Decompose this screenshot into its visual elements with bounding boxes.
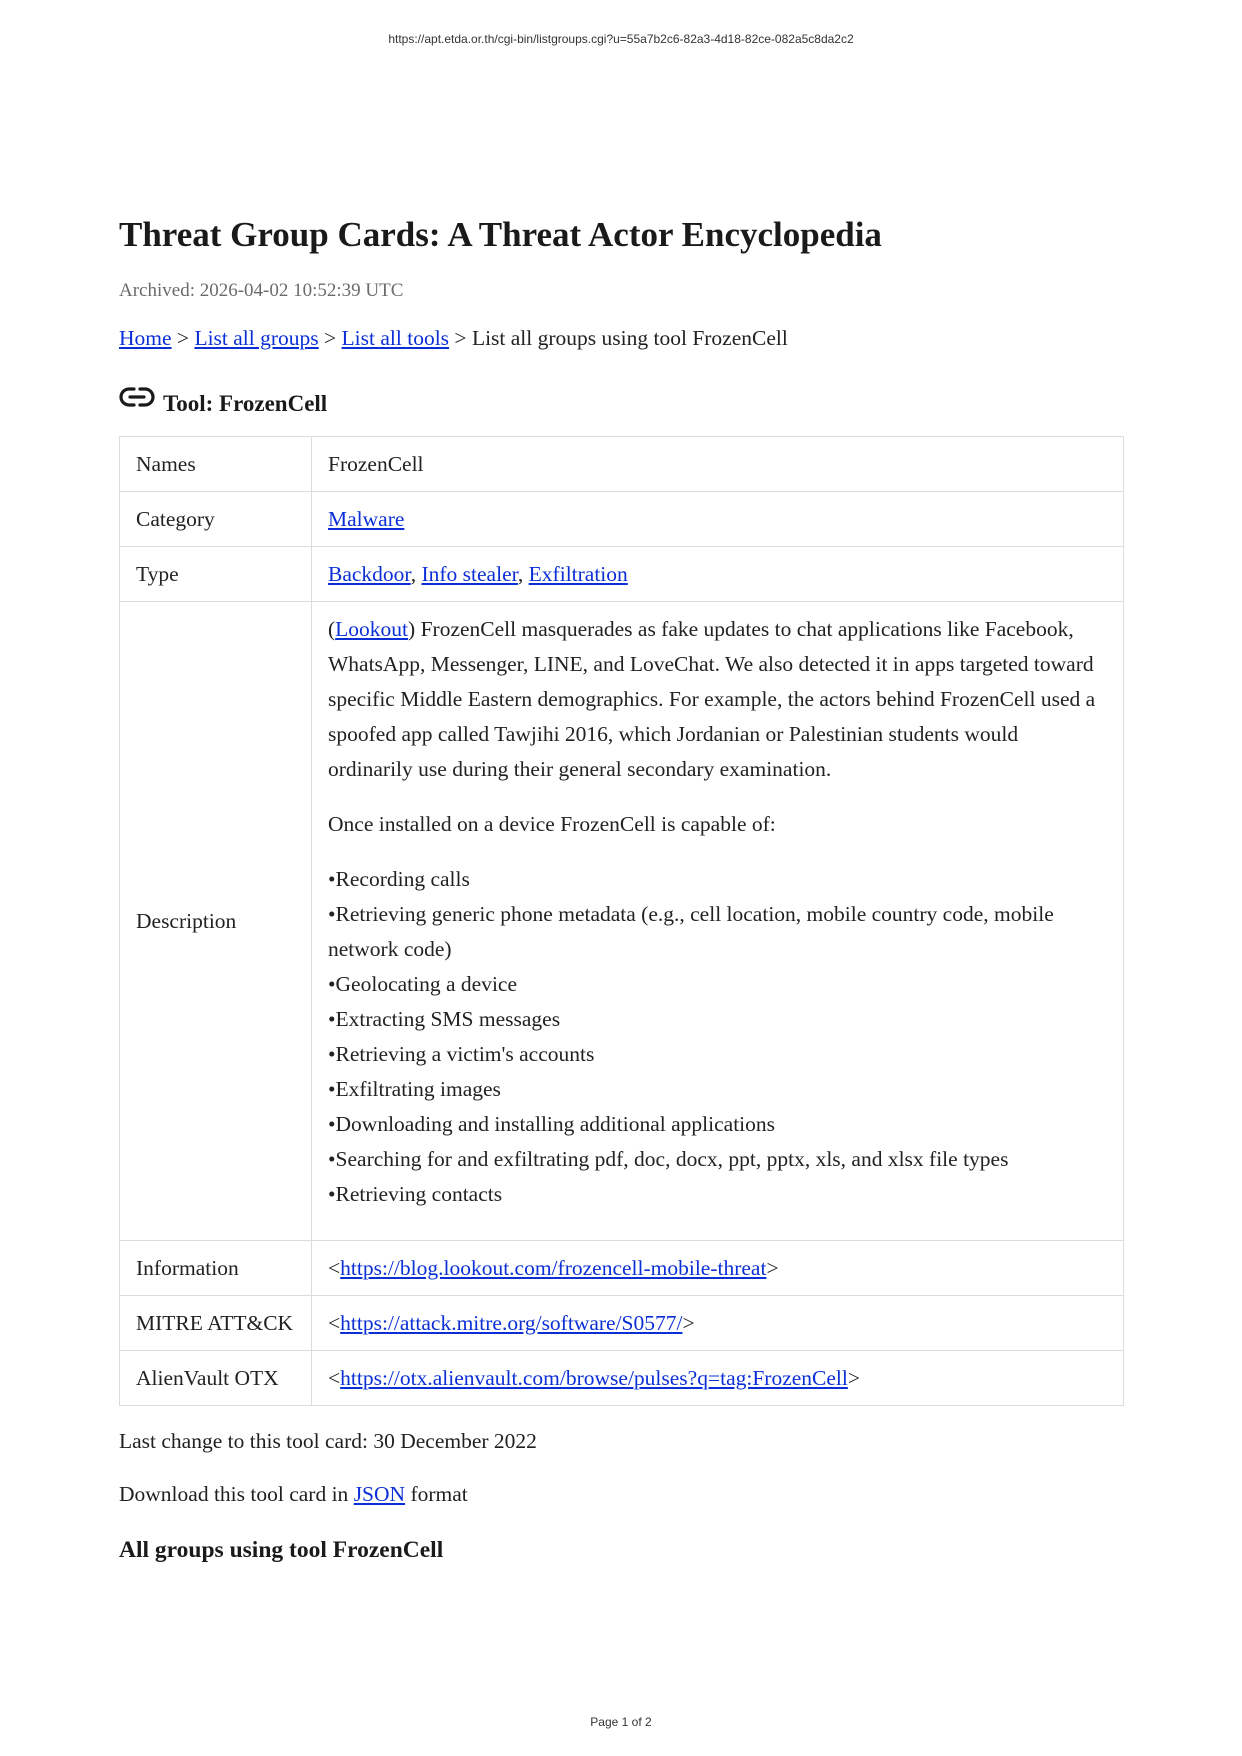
mitre-value: <https://attack.mitre.org/software/S0577/> — [312, 1296, 1124, 1351]
alienvault-link[interactable]: https://otx.alienvault.com/browse/pulses?q=tag:FrozenCell — [340, 1365, 848, 1390]
category-link[interactable]: Malware — [328, 506, 405, 531]
print-url-header: https://apt.etda.or.th/cgi-bin/listgroups.cgi?u=55a7b2c6-82a3-4d18-82ce-082a5c8da2c2 — [388, 32, 854, 46]
list-item: • Downloading and installing additional applications — [328, 1107, 1107, 1142]
row-label: Information — [120, 1241, 312, 1296]
json-download-link[interactable]: JSON — [353, 1482, 406, 1506]
main-content — [119, 210, 1124, 1564]
type-value — [312, 547, 1124, 602]
list-item: • Extracting SMS messages — [328, 1002, 1107, 1037]
page-title: Threat Group Cards: A Threat Actor Encyclopedia — [119, 215, 882, 254]
table-row — [120, 1351, 1124, 1406]
table-row — [120, 602, 1124, 1241]
table-row — [120, 492, 1124, 547]
list-item: • Retrieving generic phone metadata (e.g., cell location, mobile country code, mobile network code) — [328, 897, 1107, 967]
download-prefix: Download this tool card in — [119, 1482, 349, 1506]
information-value: <https://blog.lookout.com/frozencell-mobile-threat> — [312, 1241, 1124, 1296]
breadcrumb-home-link[interactable]: Home — [119, 326, 172, 350]
names-value: FrozenCell — [312, 437, 1124, 492]
groups-heading: All groups using tool FrozenCell — [119, 1537, 444, 1563]
breadcrumb — [119, 326, 1124, 351]
row-label: Category — [120, 492, 312, 547]
type-link-backdoor[interactable]: Backdoor — [328, 561, 411, 586]
tool-heading-text: Tool: FrozenCell — [163, 391, 328, 416]
information-link[interactable]: https://blog.lookout.com/frozencell-mobile-threat — [340, 1255, 767, 1280]
table-row — [120, 547, 1124, 602]
table-row — [120, 437, 1124, 492]
list-item: • Retrieving a victim's accounts — [328, 1037, 1107, 1072]
download-line — [119, 1482, 1124, 1507]
category-value — [312, 492, 1124, 547]
capabilities-intro: Once installed on a device FrozenCell is capable of: — [328, 812, 776, 836]
breadcrumb-separator: > — [176, 326, 190, 350]
page-number: Page 1 of 2 — [590, 1715, 652, 1729]
breadcrumb-current: List all groups using tool FrozenCell — [471, 326, 788, 350]
breadcrumb-groups-link[interactable]: List all groups — [194, 326, 319, 350]
row-label: Names — [120, 437, 312, 492]
type-link-exfiltration[interactable]: Exfiltration — [528, 561, 628, 586]
tool-heading — [119, 383, 1124, 417]
type-separator: , — [410, 561, 422, 586]
lookout-source-link[interactable]: Lookout — [335, 617, 409, 641]
list-item: • Exfiltrating images — [328, 1072, 1107, 1107]
table-row — [120, 1241, 1124, 1296]
link-icon — [119, 383, 155, 417]
list-item: • Retrieving contacts — [328, 1177, 1107, 1212]
alienvault-value: <https://otx.alienvault.com/browse/pulses?q=tag:FrozenCell> — [312, 1351, 1124, 1406]
mitre-link[interactable]: https://attack.mitre.org/software/S0577/ — [340, 1310, 683, 1335]
row-label: AlienVault OTX — [120, 1351, 312, 1406]
description-paragraph: (Lookout) FrozenCell masquerades as fake updates to chat applications like Facebook, WhatsApp, Messenger, LINE, and LoveChat. We also detected it in apps targeted toward specific Middle Eastern demographics. For example, the actors behind FrozenCell used a spoofed app called Tawjihi 2016, which Jordanian or Palestinian students would ordinarily use during their general secondary examination. — [328, 617, 1096, 781]
row-label: Type — [120, 547, 312, 602]
breadcrumb-tools-link[interactable]: List all tools — [341, 326, 450, 350]
description-text: FrozenCell masquerades as fake updates to chat applications like Facebook, WhatsApp, Messenger, LINE, and LoveChat. We also detected it in apps targeted toward specific Middle Eastern demographics. For example, the actors behind FrozenCell used a spoofed app called Tawjihi 2016, which Jordanian or Palestinian students would ordinarily use during their general secondary examination. — [328, 617, 1096, 781]
row-label: Description — [120, 602, 312, 1241]
breadcrumb-separator: > — [324, 326, 337, 350]
table-row — [120, 1296, 1124, 1351]
row-label: MITRE ATT&CK — [120, 1296, 312, 1351]
list-item: • Recording calls — [328, 862, 1107, 897]
last-change-text: Last change to this tool card: 30 December 2022 — [119, 1429, 537, 1453]
archived-timestamp: Archived: 2026-04-02 10:52:39 UTC — [119, 280, 404, 301]
capabilities-list — [328, 862, 1107, 1212]
list-item: • Geolocating a device — [328, 967, 1107, 1002]
type-separator: , — [517, 561, 529, 586]
tool-card-table — [119, 436, 1124, 1406]
type-link-info-stealer[interactable]: Info stealer — [421, 561, 518, 586]
download-suffix: format — [410, 1482, 468, 1506]
description-value — [312, 602, 1124, 1241]
breadcrumb-separator: > — [454, 326, 467, 350]
list-item: • Searching for and exfiltrating pdf, doc, docx, ppt, pptx, xls, and xlsx file types — [328, 1142, 1107, 1177]
